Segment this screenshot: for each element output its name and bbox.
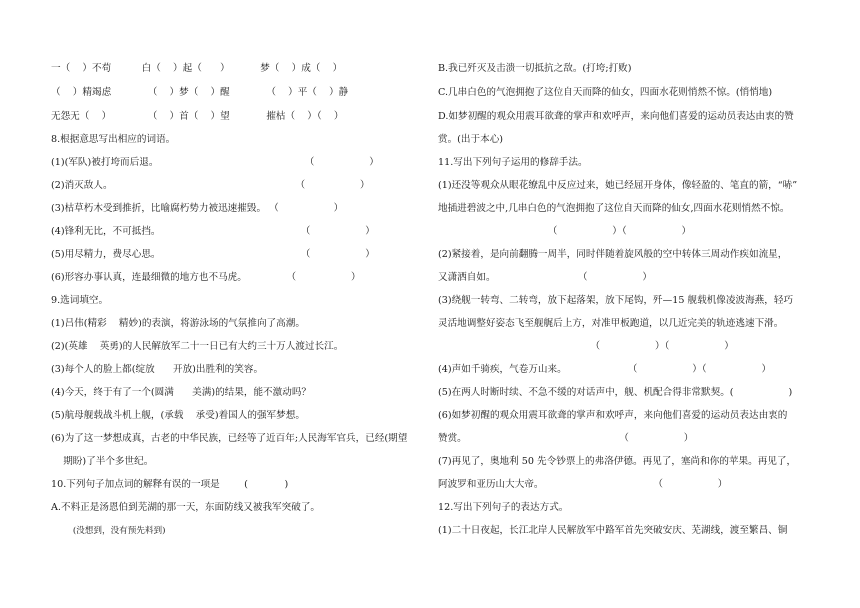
text-line: (5)航母舰载战斗机上舰，(承载 承受)着国人的强军梦想。 [51,410,305,421]
text-line: (1)还没等观众从眼花缭乱中反应过来，她已经屈开身体，像轻盈的、笔直的箭，“哧” [438,180,798,191]
text-line: A.不料正是汤恩伯到芜湖的那一天，东面防线又被我军突破了。 [51,502,321,513]
text-line: (1)二十日夜起，长江北岸人民解放军中路军首先突破安庆、芜湖线，渡至繁昌、铜 [438,525,788,536]
text-line: 12.写出下列句子的表达方式。 [438,502,569,513]
text-line: (3)枯草朽木受到推折，比喻腐朽势力被迅速摧毁。 （ ） [51,203,344,214]
text-line: 期盼)了半个多世纪。 [51,456,154,467]
text-line: (2)消灭敌人。 （ ） [51,180,370,191]
text-line: 无怨无（ ） （ ）首（ ）望 摧枯（ ）（ ） [51,111,344,122]
text-line: 又潇洒自如。 （ ） [438,272,652,283]
text-line: （ ）（ ） [438,226,692,237]
text-line: (4)声如千骑疾，气卷万山来。 （ ）（ ） [438,364,772,375]
text-line: 9.选词填空。 [51,295,109,306]
text-line: (2)紧接着，是向前翻腾一周半，同时伴随着旋风般的空中转体三周动作疾如流星， [438,249,788,260]
text-line: (7)再见了，奥地利 50 先令钞票上的弗洛伊德。再见了，塞尚和你的苹果。再见了， [438,456,797,467]
text-line: (6)形容办事认真，连最细微的地方也不马虎。 （ ） [51,272,361,283]
text-line: 赏。(出于本心) [438,134,504,145]
text-line: 8.根据意思写出相应的词语。 [51,134,176,145]
text-line: (1)吕伟(精彩 精妙)的表演，将游泳场的气氛推向了高潮。 [51,318,305,329]
text-line: (1)(军队)被打垮而后退。 （ ） [51,157,379,168]
text-line: (5)用尽精力，费尽心思。 （ ） [51,249,375,260]
text-line: (5)在两人时断时续、不急不缓的对话声中，舰、机配合得非常默契。( ) [438,387,793,398]
text-line: (3)绕舰一转弯、二转弯，放下起落架，放下尾钩，歼—15 舰载机像凌波海燕，轻巧 [438,295,794,306]
text-line: B.我已歼灭及击溃一切抵抗之敌。(打垮;打败) [438,63,632,74]
text-line: D.如梦初醒的观众用震耳欲聋的掌声和欢呼声，来向他们喜爱的运动员表达由衷的赞 [438,111,794,122]
text-line: (6)为了这一梦想成真，古老的中华民族，已经等了近百年;人民海军官兵，已经(期望 [51,433,408,444]
text-line: (4)今天，终于有了一个(圆满 美满)的结果，能不激动吗？ [51,387,312,398]
text-line: 10.下列句子加点词的解释有误的一项是 ( ) [51,479,289,490]
text-line: 11.写出下列句子运用的修辞手法。 [438,157,588,168]
text-line: 地插进碧波之中,几串白色的气泡拥抱了这位自天而降的仙女,四面水花则悄然不惊。 [438,203,790,214]
text-line: 赞赏。 （ ） [438,433,694,444]
text-line: （ ）（ ） [438,341,734,352]
text-line: 阿波罗和亚历山大大帝。 （ ） [438,479,728,490]
text-line: (3)每个人的脸上都(绽放 开放)出胜利的笑容。 [51,364,264,375]
text-line: C.几串白色的气泡拥抱了这位自天而降的仙女，四面水花则悄然不惊。(悄悄地) [438,87,773,98]
text-line: (2)(英雄 英勇)的人民解放军二十一日已有大约三十万人渡过长江。 [51,341,344,352]
text-line: (4)锋利无比，不可抵挡。 （ ） [51,226,375,237]
text-line: (6)如梦初醒的观众用震耳欲聋的掌声和欢呼声，来向他们喜爱的运动员表达由衷的 [438,410,788,421]
text-line: 一（ ）不苟 白（ ）起（ ） 梦（ ）成（ ） [51,63,343,74]
text-line: (没想到，没有预先料到) [51,526,166,536]
text-line: （ ）精竭虑 （ ）梦（ ）醒 （ ）平（ ）静 [51,87,349,98]
text-line: 灵活地调整好姿态飞至舰艉后上方，对准甲板跑道，以几近完美的轨迹逃速下滑。 [438,318,784,329]
